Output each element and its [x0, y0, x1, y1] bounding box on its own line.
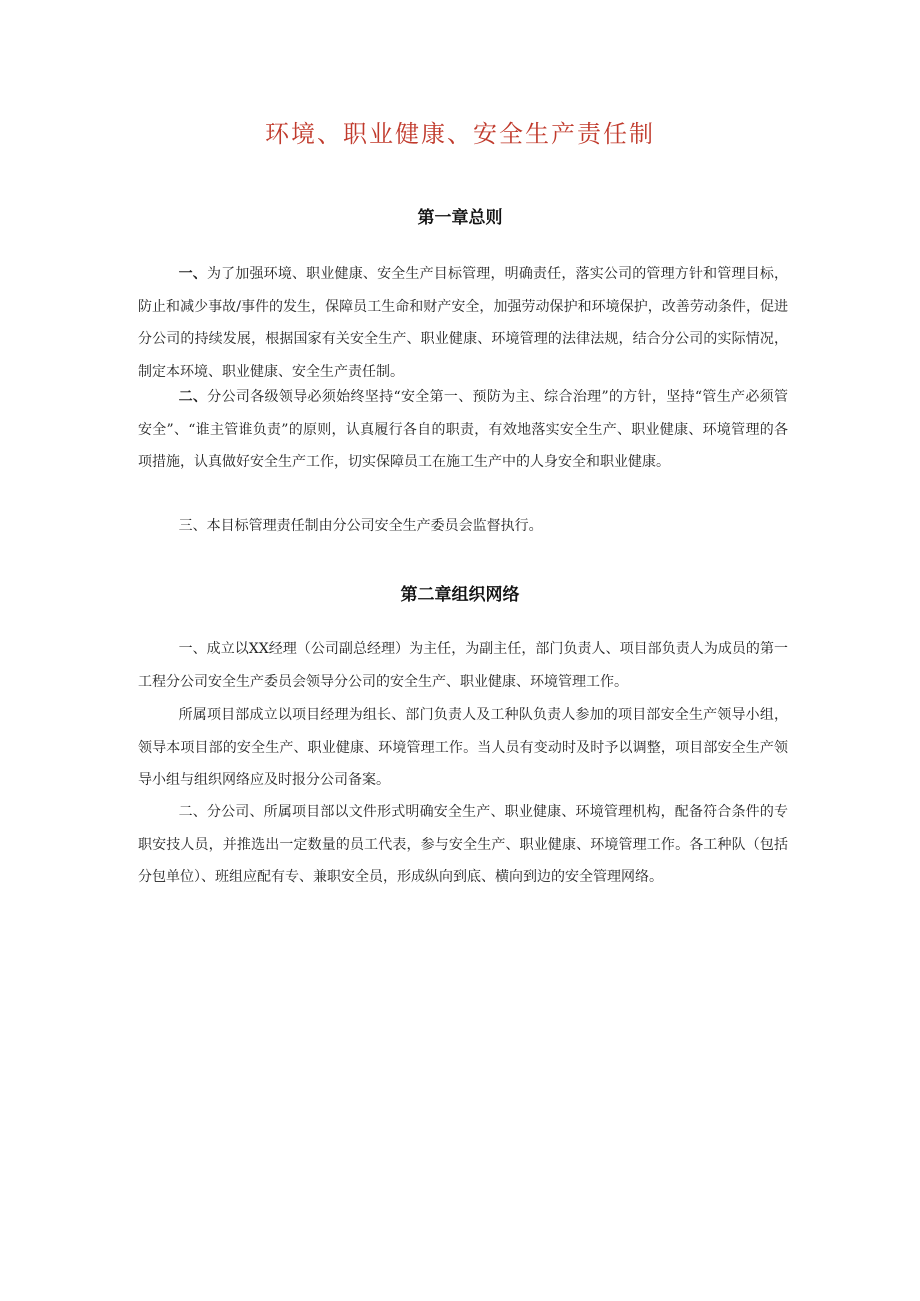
chapter-2-paragraph-2 [138, 699, 788, 797]
paragraph-text: 分公司各级领导必须始终坚持“安全第一、预防为主、综合治理”的方针，坚持“管生产必须管安全”、“谁主管谁负责”的原则，认真履行各自的职责，有效地落实安全生产、职业健康、环境管理的各项措施，认真做好安全生产工作，切实保障员工在施工生产中的人身安全和职业健康。 [138, 389, 788, 470]
chapter-1-paragraph-2 [138, 381, 788, 479]
chapter-2-paragraph-3 [138, 796, 788, 894]
paragraph-text: 为了加强环境、职业健康、安全生产目标管理，明确责任，落实公司的管理方针和管理目标，防止和减少事故/事件的发生，保障员工生命和财产安全，加强劳动保护和环境保护，改善劳动条件，促进分公司的持续发展，根据国家有关安全生产、职业健康、环境管理的法律法规，结合分公司的实际情况，制定本环境、职业健康、安全生产责任制。 [138, 266, 789, 380]
paragraph-text: 所属项目部成立以项目经理为组长、部门负责人及工种队负责人参加的项目部安全生产领导小组，领导本项目部的安全生产、职业健康、环境管理工作。当人员有变动时及时予以调整，项目部安全生产领导小组与组织网络应及时报分公司备案。 [138, 707, 788, 788]
chapter-2-paragraph-1 [138, 633, 788, 698]
paragraph-lead-number: 二、 [178, 389, 208, 405]
paragraph-lead-number: 一、 [178, 266, 207, 282]
chapter-1-heading: 第一章总则 [417, 208, 503, 228]
paragraph-text: 二、分公司、所属项目部以文件形式明确安全生产、职业健康、环境管理机构，配备符合条件的专职安技人员，并推选出一定数量的员工代表，参与安全生产、职业健康、环境管理工作。各工种队（包括分包单位）、班组应配有专、兼职安全员，形成纵向到底、横向到边的安全管理网络。 [138, 804, 788, 885]
chapter-1-paragraph-3 [138, 510, 788, 543]
document-title: 环境、职业健康、安全生产责任制 [265, 120, 655, 148]
chapter-2-heading: 第二章组织网络 [400, 585, 520, 605]
paragraph-text: 一、成立以XX经理（公司副总经理）为主任，为副主任，部门负责人、项目部负责人为成员的第一工程分公司安全生产委员会领导分公司的安全生产、职业健康、环境管理工作。 [138, 641, 788, 690]
paragraph-text: 三、本目标管理责任制由分公司安全生产委员会监督执行。 [178, 518, 543, 534]
chapter-1-paragraph-1 [138, 258, 788, 388]
